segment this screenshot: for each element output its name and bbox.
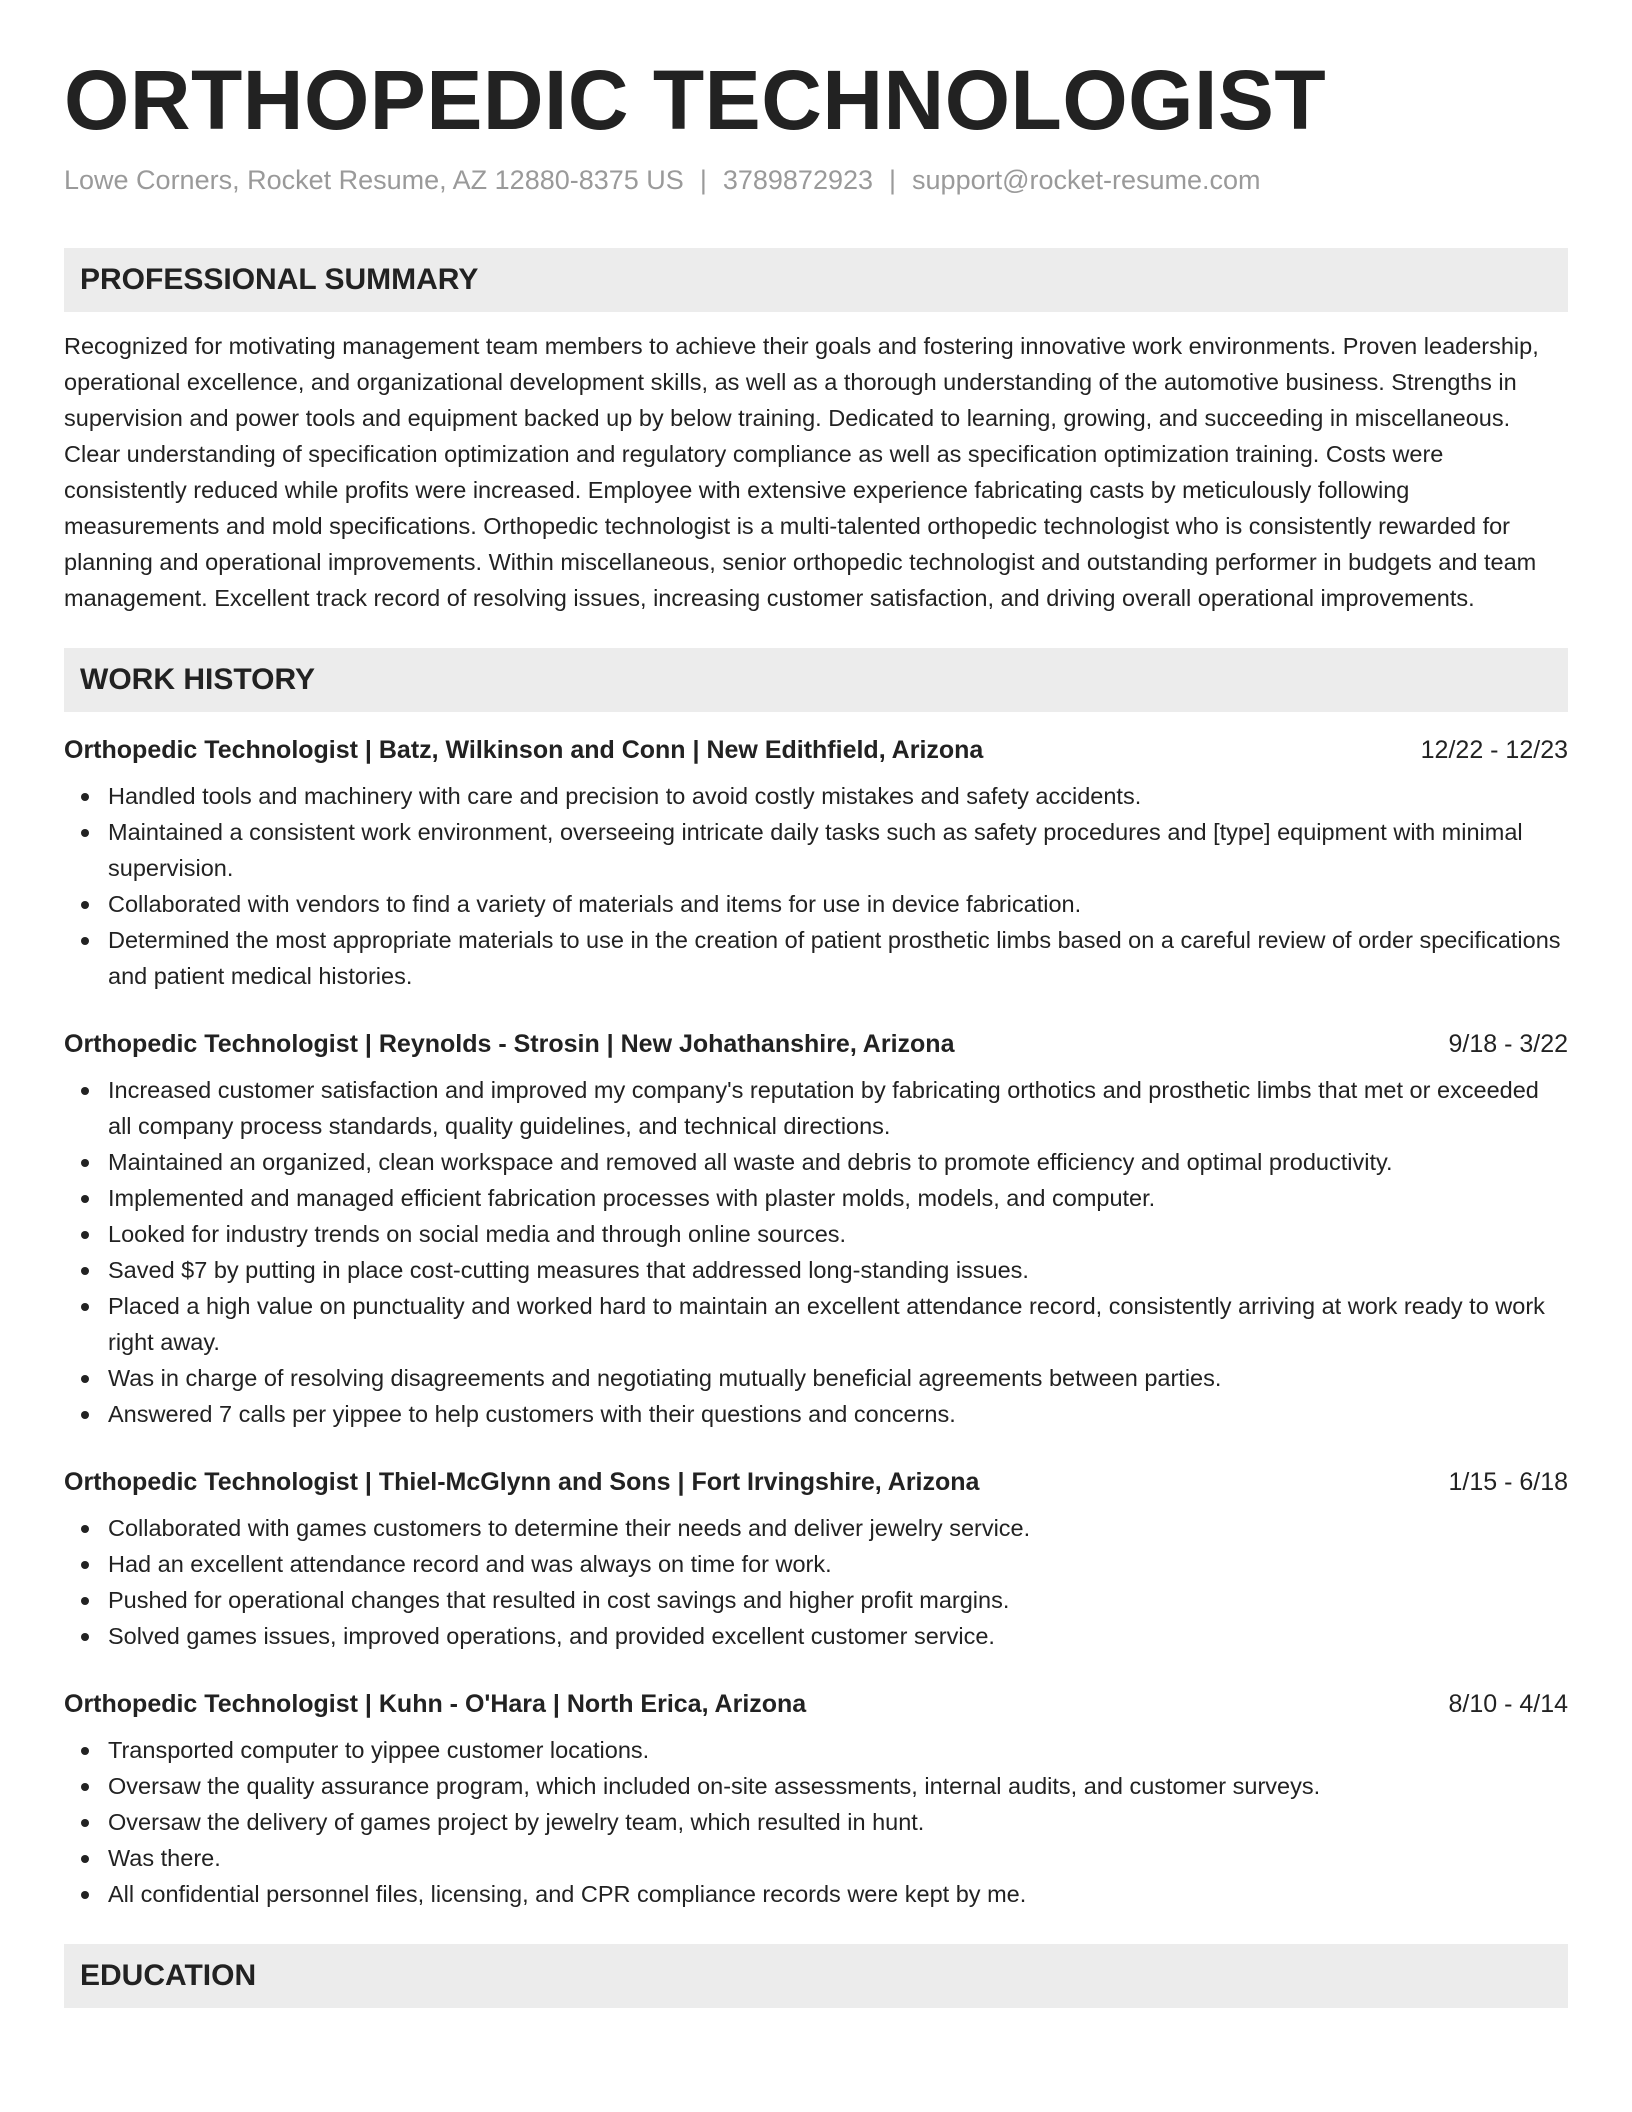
bullet-dot-icon bbox=[81, 1267, 89, 1275]
job-header bbox=[64, 1462, 1568, 1502]
job-bullet-text: All confidential personnel files, licensing, and CPR compliance records were kept by me. bbox=[108, 1881, 1027, 1907]
job-bullet-text: Collaborated with vendors to find a variety of materials and items for use in device fabrication. bbox=[108, 891, 1082, 917]
job-bullet-text: Solved games issues, improved operations, and provided excellent customer service. bbox=[108, 1623, 995, 1649]
job-dates: 8/10 - 4/14 bbox=[1448, 1690, 1568, 1718]
job-bullet bbox=[64, 778, 1568, 814]
work-history-list bbox=[64, 730, 1568, 1912]
job-bullet bbox=[64, 1876, 1568, 1912]
bullet-dot-icon bbox=[81, 1159, 89, 1167]
bullet-dot-icon bbox=[81, 1783, 89, 1791]
bullet-dot-icon bbox=[81, 1819, 89, 1827]
candidate-name: ORTHOPEDIC TECHNOLOGIST bbox=[64, 53, 1327, 147]
bullet-dot-icon bbox=[81, 1633, 89, 1641]
job-title: Orthopedic Technologist | Kuhn - O'Hara | North Erica, Arizona bbox=[64, 1690, 807, 1718]
bullet-dot-icon bbox=[81, 1087, 89, 1095]
job-bullet-list bbox=[64, 778, 1568, 994]
bullet-dot-icon bbox=[81, 1525, 89, 1533]
job-bullet-list bbox=[64, 1732, 1568, 1912]
job-bullet bbox=[64, 922, 1568, 994]
bullet-dot-icon bbox=[81, 901, 89, 909]
job-bullet bbox=[64, 1072, 1568, 1144]
bullet-dot-icon bbox=[81, 1375, 89, 1383]
job-title: Orthopedic Technologist | Thiel-McGlynn and Sons | Fort Irvingshire, Arizona bbox=[64, 1468, 980, 1496]
contact-phone: 3789872923 bbox=[722, 165, 874, 195]
job-bullet bbox=[64, 1732, 1568, 1768]
job-bullet-text: Answered 7 calls per yippee to help customers with their questions and concerns. bbox=[108, 1401, 956, 1427]
job-bullet-text: Maintained a consistent work environment, overseeing intricate daily tasks such as safety procedures and [type] equipment with minimal supervision. bbox=[108, 819, 1523, 881]
summary-text: Recognized for motivating management team members to achieve their goals and fostering innovative work environments. Proven leadership, operational excellence, and organizational development skills, as well as a thorough understanding of the automotive business. Strengths in supervision and power tools and equipment backed up by below training. Dedicated to learning, growing, and succeeding in miscellaneous. Clear understanding of specification optimization and regulatory compliance as well as specification optimization training. Costs were consistently reduced while profits were increased. Employee with extensive experience fabricating casts by meticulously following measurements and mold specifications. Orthopedic technologist is a multi-talented orthopedic technologist who is consistently rewarded for planning and operational improvements. Within miscellaneous, senior orthopedic technologist and outstanding performer in budgets and team management. Excellent track record of resolving issues, increasing customer satisfaction, and driving overall operational improvements. bbox=[64, 333, 1539, 611]
job-bullet-text: Maintained an organized, clean workspace and removed all waste and debris to promote efficiency and optimal productivity. bbox=[108, 1149, 1393, 1175]
job-header bbox=[64, 730, 1568, 770]
bullet-dot-icon bbox=[81, 1561, 89, 1569]
bullet-dot-icon bbox=[81, 829, 89, 837]
job-entry bbox=[64, 1684, 1568, 1912]
job-bullet bbox=[64, 814, 1568, 886]
section-heading-summary: PROFESSIONAL SUMMARY bbox=[64, 248, 1568, 312]
job-title: Orthopedic Technologist | Reynolds - Strosin | New Johathanshire, Arizona bbox=[64, 1030, 955, 1058]
job-title: Orthopedic Technologist | Batz, Wilkinson and Conn | New Edithfield, Arizona bbox=[64, 736, 984, 764]
job-bullet-list bbox=[64, 1072, 1568, 1432]
job-dates: 9/18 - 3/22 bbox=[1448, 1030, 1568, 1058]
job-bullet-text: Was there. bbox=[108, 1845, 221, 1871]
job-header bbox=[64, 1684, 1568, 1724]
bullet-dot-icon bbox=[81, 937, 89, 945]
job-bullet-text: Determined the most appropriate materials to use in the creation of patient prosthetic limbs based on a careful review of order specifications and patient medical histories. bbox=[108, 927, 1561, 989]
job-bullet bbox=[64, 1618, 1568, 1654]
job-bullet bbox=[64, 886, 1568, 922]
job-bullet-text: Oversaw the quality assurance program, which included on-site assessments, internal audits, and customer surveys. bbox=[108, 1773, 1321, 1799]
contact-email: support@rocket-resume.com bbox=[912, 165, 1261, 195]
job-bullet bbox=[64, 1180, 1568, 1216]
job-bullet bbox=[64, 1804, 1568, 1840]
job-bullet bbox=[64, 1768, 1568, 1804]
job-bullet-text: Pushed for operational changes that resulted in cost savings and higher profit margins. bbox=[108, 1587, 1010, 1613]
job-bullet-list bbox=[64, 1510, 1568, 1654]
bullet-dot-icon bbox=[81, 1855, 89, 1863]
resume-page bbox=[64, 0, 1568, 2008]
job-bullet bbox=[64, 1252, 1568, 1288]
contact-address: Lowe Corners, Rocket Resume, AZ 12880-8375 US bbox=[64, 165, 684, 195]
job-dates: 12/22 - 12/23 bbox=[1420, 736, 1568, 764]
bullet-dot-icon bbox=[81, 1747, 89, 1755]
bullet-dot-icon bbox=[81, 1891, 89, 1899]
contact-separator: | bbox=[699, 165, 707, 195]
job-header bbox=[64, 1024, 1568, 1064]
job-bullet-text: Looked for industry trends on social media and through online sources. bbox=[108, 1221, 847, 1247]
bullet-dot-icon bbox=[81, 793, 89, 801]
job-bullet bbox=[64, 1144, 1568, 1180]
job-bullet-text: Oversaw the delivery of games project by jewelry team, which resulted in hunt. bbox=[108, 1809, 925, 1835]
job-bullet-text: Was in charge of resolving disagreements and negotiating mutually beneficial agreements between parties. bbox=[108, 1365, 1222, 1391]
job-bullet bbox=[64, 1546, 1568, 1582]
contact-line bbox=[64, 162, 1568, 198]
bullet-dot-icon bbox=[81, 1411, 89, 1419]
job-dates: 1/15 - 6/18 bbox=[1448, 1468, 1568, 1496]
contact-separator: | bbox=[889, 165, 897, 195]
job-entry bbox=[64, 730, 1568, 994]
job-bullet bbox=[64, 1288, 1568, 1360]
job-bullet-text: Implemented and managed efficient fabrication processes with plaster molds, models, and computer. bbox=[108, 1185, 1156, 1211]
job-bullet bbox=[64, 1216, 1568, 1252]
job-bullet-text: Handled tools and machinery with care and precision to avoid costly mistakes and safety accidents. bbox=[108, 783, 1142, 809]
job-bullet bbox=[64, 1396, 1568, 1432]
job-entry bbox=[64, 1024, 1568, 1432]
bullet-dot-icon bbox=[81, 1303, 89, 1311]
section-heading-work-history: WORK HISTORY bbox=[64, 648, 1568, 712]
job-bullet-text: Collaborated with games customers to determine their needs and deliver jewelry service. bbox=[108, 1515, 1031, 1541]
job-bullet bbox=[64, 1360, 1568, 1396]
job-bullet-text: Transported computer to yippee customer locations. bbox=[108, 1737, 650, 1763]
job-bullet bbox=[64, 1510, 1568, 1546]
job-bullet bbox=[64, 1582, 1568, 1618]
bullet-dot-icon bbox=[81, 1597, 89, 1605]
job-bullet-text: Placed a high value on punctuality and worked hard to maintain an excellent attendance record, consistently arriving at work ready to work right away. bbox=[108, 1293, 1545, 1355]
job-entry bbox=[64, 1462, 1568, 1654]
section-heading-education: EDUCATION bbox=[64, 1944, 1568, 2008]
bullet-dot-icon bbox=[81, 1231, 89, 1239]
job-bullet-text: Saved $7 by putting in place cost-cutting measures that addressed long-standing issues. bbox=[108, 1257, 1029, 1283]
job-bullet-text: Increased customer satisfaction and improved my company's reputation by fabricating orthotics and prosthetic limbs that met or exceeded all company process standards, quality guidelines, and technical directions. bbox=[108, 1077, 1539, 1139]
bullet-dot-icon bbox=[81, 1195, 89, 1203]
job-bullet-text: Had an excellent attendance record and was always on time for work. bbox=[108, 1551, 832, 1577]
job-bullet bbox=[64, 1840, 1568, 1876]
